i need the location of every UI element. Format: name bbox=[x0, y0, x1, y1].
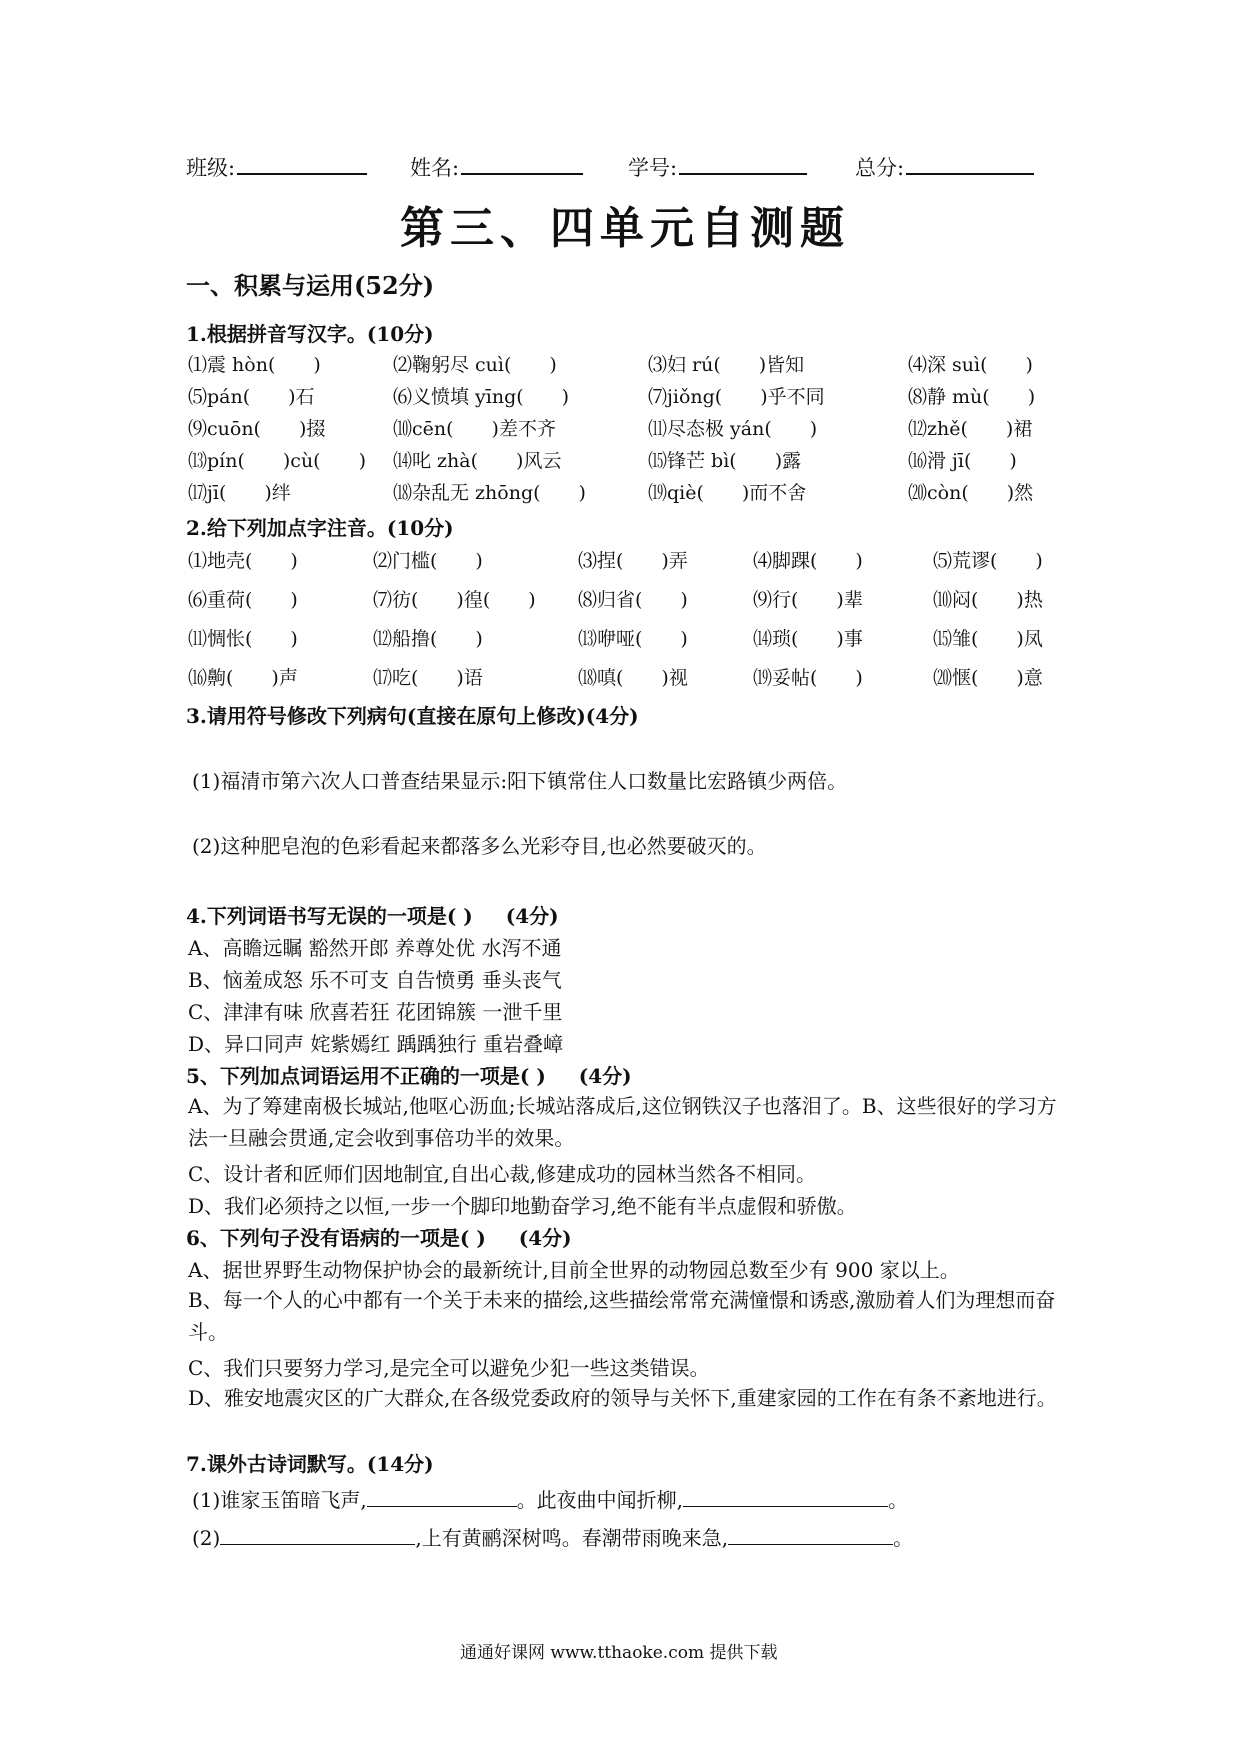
poem-blank-3[interactable] bbox=[220, 1526, 415, 1545]
name-label: 姓名: bbox=[410, 156, 460, 180]
phonetic-item: ⒂雏( )凤 bbox=[933, 628, 1043, 650]
phonetic-item: ⑺彷( )徨( ) bbox=[373, 589, 536, 611]
phonetic-item: ⒃齁( )声 bbox=[188, 667, 298, 689]
pinyin-item: ⑾尽态极 yán( ) bbox=[648, 418, 818, 440]
question-4-option-a: A、高瞻远瞩 豁然开郎 养尊处优 水泻不通 bbox=[188, 936, 562, 960]
poem-line-2 bbox=[192, 1522, 913, 1551]
pinyin-row bbox=[188, 414, 1068, 446]
student-id-blank[interactable] bbox=[679, 155, 807, 175]
pinyin-item: ⑶妇 rú( )皆知 bbox=[648, 354, 805, 376]
phonetic-item: ⒅嗔( )视 bbox=[578, 667, 688, 689]
poem-blank-2[interactable] bbox=[683, 1488, 888, 1507]
phonetic-item: ⒇惬( )意 bbox=[933, 667, 1043, 689]
pinyin-row bbox=[188, 350, 1068, 382]
question-4-option-d: D、异口同声 姹紫嫣红 踽踽独行 重岩叠嶂 bbox=[188, 1032, 564, 1056]
phonetic-item: ⑶捏( )弄 bbox=[578, 550, 688, 572]
question-4-option-b: B、恼羞成怒 乐不可支 自告愤勇 垂头丧气 bbox=[188, 968, 562, 992]
poem-line-2-start: (2) bbox=[192, 1526, 221, 1550]
pinyin-item: ⑴震 hòn( ) bbox=[188, 354, 321, 376]
question-1-grid bbox=[188, 350, 1068, 510]
question-4-option-c: C、津津有味 欣喜若狂 花团锦簇 一泄千里 bbox=[188, 1000, 563, 1024]
question-6-option-d: D、雅安地震灾区的广大群众,在各级党委政府的领导与关怀下,重建家园的工作在有条不紊地进行。 bbox=[188, 1386, 1057, 1410]
phonetic-row bbox=[188, 546, 1068, 585]
pinyin-item: ⒂锋芒 bì( )露 bbox=[648, 450, 802, 472]
pinyin-item: ⑵鞠躬尽 cuì( ) bbox=[393, 354, 557, 376]
total-score-blank[interactable] bbox=[906, 155, 1034, 175]
name-blank[interactable] bbox=[461, 155, 583, 175]
phonetic-item: ⑸荒谬( ) bbox=[933, 550, 1043, 572]
pinyin-item: ⒅杂乱无 zhōng( ) bbox=[393, 482, 586, 504]
pinyin-item: ⑸pán( )石 bbox=[188, 386, 315, 408]
pinyin-item: ⒆qiè( )而不舍 bbox=[648, 482, 807, 504]
question-3-item: (1)福清市第六次人口普查结果显示:阳下镇常住人口数量比宏路镇少两倍。 bbox=[192, 769, 848, 793]
student-id-label: 学号: bbox=[628, 156, 678, 180]
question-6-heading bbox=[186, 1222, 572, 1251]
poem-blank-1[interactable] bbox=[367, 1488, 517, 1507]
name-field bbox=[410, 152, 583, 182]
student-id-field bbox=[628, 152, 807, 182]
phonetic-item: ⑼行( )辈 bbox=[753, 589, 863, 611]
question-7-heading: 7.课外古诗词默写。(14分) bbox=[186, 1452, 434, 1476]
total-score-label: 总分: bbox=[855, 156, 905, 180]
class-label: 班级: bbox=[186, 156, 236, 180]
phonetic-row bbox=[188, 585, 1068, 624]
phonetic-item: ⒁琐( )事 bbox=[753, 628, 863, 650]
pinyin-item: ⒄jī( )绊 bbox=[188, 482, 291, 504]
question-5-heading bbox=[186, 1060, 632, 1089]
phonetic-item: ⒄吃( )语 bbox=[373, 667, 483, 689]
poem-line-2-end: 。 bbox=[893, 1526, 914, 1550]
phonetic-item: ⒀咿哑( ) bbox=[578, 628, 688, 650]
poem-line-1-end: 。 bbox=[888, 1488, 909, 1512]
phonetic-item: ⑹重荷( ) bbox=[188, 589, 298, 611]
total-score-field bbox=[855, 152, 1034, 182]
pinyin-item: ⒀pín( )cù( ) bbox=[188, 450, 367, 472]
question-4-score: (4分) bbox=[505, 904, 559, 928]
question-5-text: 5、下列加点词语运用不正确的一项是( ) bbox=[186, 1064, 546, 1088]
pinyin-item: ⒃滑 jī( ) bbox=[908, 450, 1017, 472]
phonetic-item: ⑿船撸( ) bbox=[373, 628, 483, 650]
question-1-heading: 1.根据拼音写汉字。(10分) bbox=[186, 322, 434, 346]
section-heading: 一、积累与运用(52分) bbox=[186, 271, 435, 300]
question-4-text: 4.下列词语书写无误的一项是( ) bbox=[186, 904, 473, 928]
phonetic-row bbox=[188, 624, 1068, 663]
phonetic-item: ⑴地壳( ) bbox=[188, 550, 298, 572]
question-2-grid bbox=[188, 546, 1068, 702]
question-3-item: (2)这种肥皂泡的色彩看起来都落多么光彩夺目,也必然要破灭的。 bbox=[192, 834, 767, 858]
phonetic-item: ⑾惆怅( ) bbox=[188, 628, 298, 650]
pinyin-item: ⑻静 mù( ) bbox=[908, 386, 1036, 408]
pinyin-item: ⑹义愤填 yīng( ) bbox=[393, 386, 570, 408]
pinyin-row bbox=[188, 478, 1068, 510]
pinyin-item: ⑺jiǒng( )乎不同 bbox=[648, 386, 825, 408]
pinyin-item: ⑼cuōn( )掇 bbox=[188, 418, 326, 440]
question-5-option-ab: A、为了筹建南极长城站,他呕心沥血;长城站落成后,这位钢铁汉子也落泪了。B、这些很好的学习方法一旦融会贯通,定会收到事倍功半的效果。 bbox=[188, 1094, 1057, 1150]
page-title: 第三、四单元自测题 bbox=[400, 203, 850, 254]
class-field bbox=[186, 152, 367, 182]
pinyin-item: ⒁叱 zhà( )风云 bbox=[393, 450, 562, 472]
footer-credit: 通通好课网 www.tthaoke.com 提供下载 bbox=[460, 1643, 778, 1663]
question-2-heading: 2.给下列加点字注音。(10分) bbox=[186, 516, 454, 540]
poem-line-1-middle: 。此夜曲中闻折柳, bbox=[516, 1488, 684, 1512]
phonetic-item: ⒆妥帖( ) bbox=[753, 667, 863, 689]
pinyin-row bbox=[188, 446, 1068, 478]
phonetic-item: ⑷脚踝( ) bbox=[753, 550, 863, 572]
poem-line-1 bbox=[192, 1484, 908, 1513]
question-6-score: (4分) bbox=[518, 1226, 572, 1250]
question-6-option-c: C、我们只要努力学习,是完全可以避免少犯一些这类错误。 bbox=[188, 1356, 710, 1380]
question-5-score: (4分) bbox=[578, 1064, 632, 1088]
poem-blank-4[interactable] bbox=[728, 1526, 893, 1545]
class-blank[interactable] bbox=[237, 155, 367, 175]
question-6-option-b: B、每一个人的心中都有一个关于未来的描绘,这些描绘常常充满憧憬和诱惑,激励着人们为理想而奋斗。 bbox=[188, 1288, 1056, 1344]
question-6-option-a: A、据世界野生动物保护协会的最新统计,目前全世界的动物园总数至少有 900 家以上。 bbox=[188, 1258, 960, 1282]
pinyin-row bbox=[188, 382, 1068, 414]
pinyin-item: ⑷深 suì( ) bbox=[908, 354, 1033, 376]
question-5-option-d: D、我们必须持之以恒,一步一个脚印地勤奋学习,绝不能有半点虚假和骄傲。 bbox=[188, 1194, 857, 1218]
question-4-heading bbox=[186, 900, 559, 929]
pinyin-item: ⑽cēn( )差不齐 bbox=[393, 418, 556, 440]
question-5-option-c: C、设计者和匠师们因地制宜,自出心裁,修建成功的园林当然各不相同。 bbox=[188, 1162, 817, 1186]
phonetic-row bbox=[188, 663, 1068, 702]
pinyin-item: ⒇còn( )然 bbox=[908, 482, 1034, 504]
phonetic-item: ⑵门槛( ) bbox=[373, 550, 483, 572]
question-6-text: 6、下列句子没有语病的一项是( ) bbox=[186, 1226, 486, 1250]
pinyin-item: ⑿zhě( )裙 bbox=[908, 418, 1033, 440]
phonetic-item: ⑽闷( )热 bbox=[933, 589, 1043, 611]
phonetic-item: ⑻归省( ) bbox=[578, 589, 688, 611]
poem-line-1-start: (1)谁家玉笛暗飞声, bbox=[192, 1488, 367, 1512]
question-3-heading: 3.请用符号修改下列病句(直接在原句上修改)(4分) bbox=[186, 704, 639, 728]
poem-line-2-middle: ,上有黄鹂深树鸣。春潮带雨晚来急, bbox=[415, 1526, 729, 1550]
